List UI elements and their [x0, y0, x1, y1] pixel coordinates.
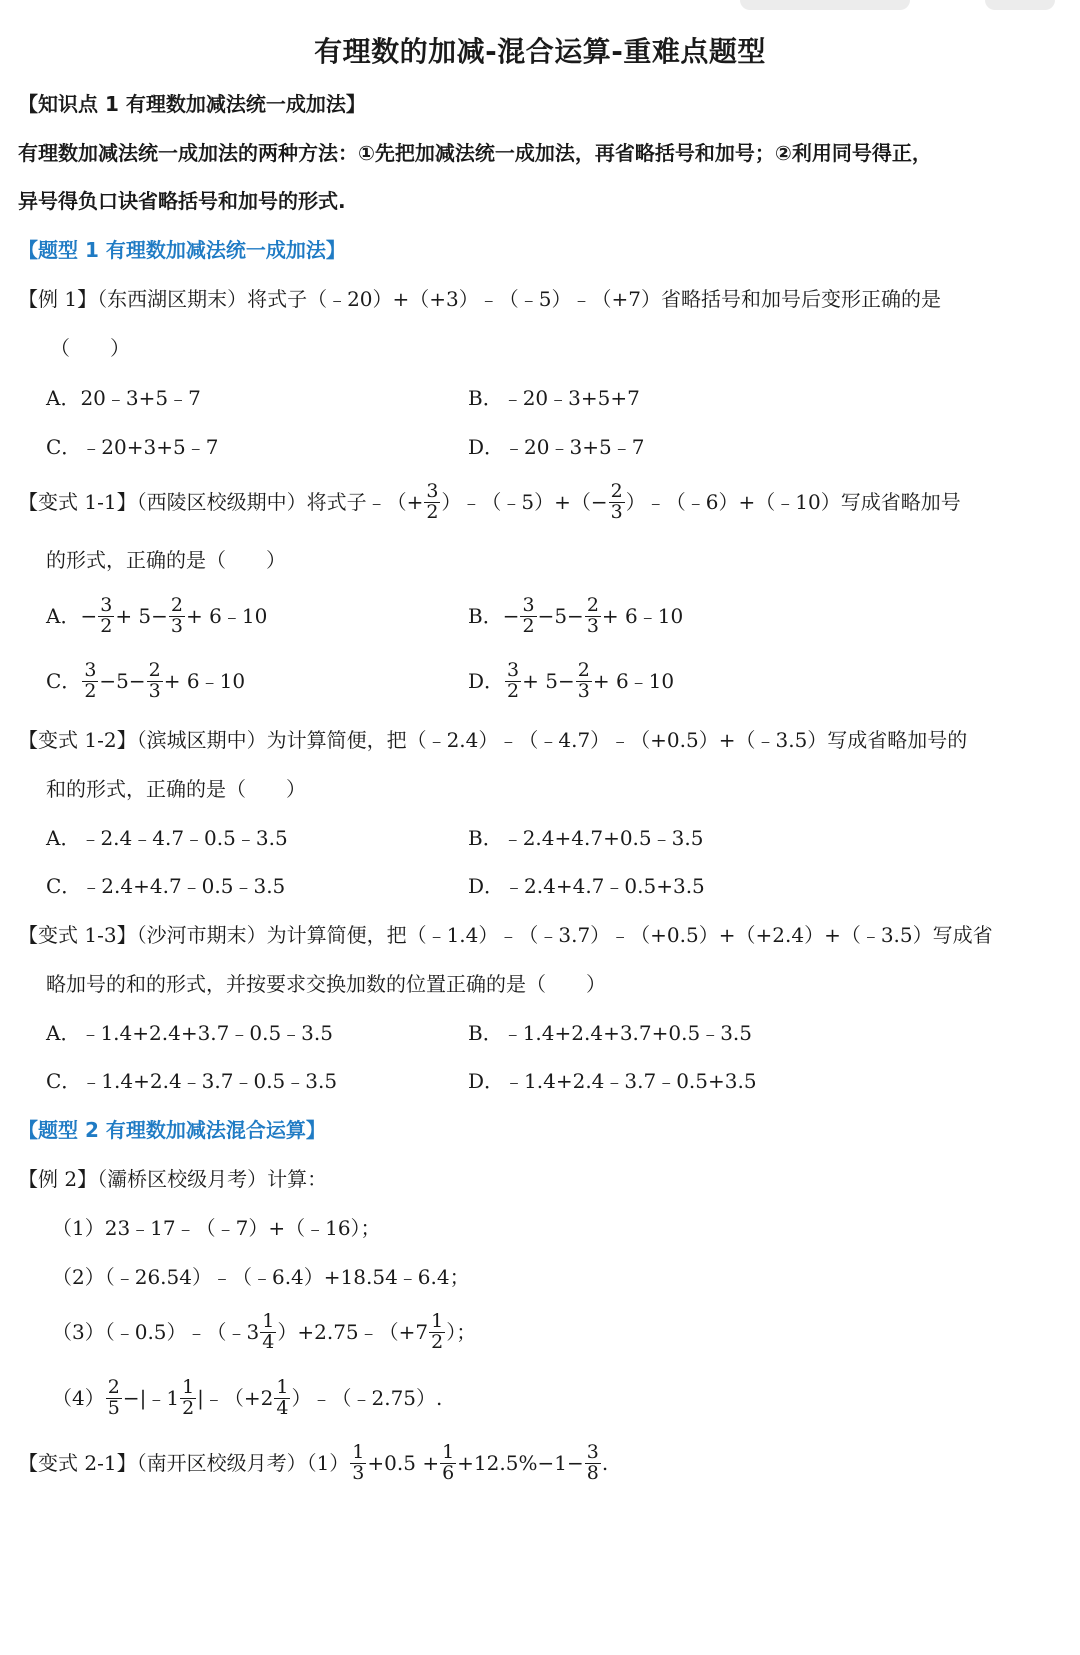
variant-1-1-option-a: A．− $\frac{3}{2}$ + 5− $\frac{2}{3}$ + 6﹣10 — [46, 594, 268, 637]
example-1-answer-paren: （ ） — [50, 336, 130, 360]
question-type-1-heading: 【题型 1 有理数加减法统一成加法】 — [18, 238, 346, 262]
example-1-option-b: B．﹣20﹣3+5+7 — [468, 386, 640, 410]
example-2-question-1: （1）23﹣17﹣（﹣7）+（﹣16）； — [52, 1216, 381, 1240]
variant-1-1-line-2: 的形式，正确的是（ ） — [46, 548, 286, 572]
variant-1-3-option-d: D．﹣1.4+2.4﹣3.7﹣0.5+3.5 — [468, 1069, 757, 1093]
variant-1-1-stem — [18, 482, 961, 523]
example-1-option-c: C．﹣20+3+5﹣7 — [46, 435, 219, 459]
variant-1-3-option-b: B．﹣1.4+2.4+3.7+0.5﹣3.5 — [468, 1021, 753, 1045]
fraction-one-quarter: $\frac{1}{4}$ — [262, 1310, 275, 1353]
question-type-2-heading: 【题型 2 有理数加减法混合运算】 — [18, 1118, 326, 1142]
variant-2-1-stem: 【变式 2-1】（南开区校级月考）（1） $\frac{1}{3}$ +0.5 + $\frac{1}{6}$ +12.5%−1− $\frac{3}{8}$ . — [18, 1441, 609, 1484]
top-decoration-right — [985, 0, 1055, 10]
variant-1-1-stem-part-2: ）﹣（﹣5）+（− — [441, 490, 608, 515]
variant-1-2-option-d: D．﹣2.4+4.7﹣0.5+3.5 — [468, 874, 705, 898]
fraction-three-halves: $\frac{3}{2}$ — [426, 480, 439, 523]
variant-1-3-option-c: C．﹣1.4+2.4﹣3.7﹣0.5﹣3.5 — [46, 1069, 338, 1093]
variant-1-2-line-2: 和的形式，正确的是（ ） — [46, 777, 306, 801]
variant-1-2-option-a: A．﹣2.4﹣4.7﹣0.5﹣3.5 — [46, 826, 288, 850]
knowledge-point-1-heading: 【知识点 1 有理数加减法统一成加法】 — [18, 92, 366, 116]
example-2-stem: 【例 2】（灞桥区校级月考）计算： — [18, 1167, 328, 1191]
example-2-question-4: （4） $\frac{2}{5}$ −|﹣1 $\frac{1}{2}$ |﹣（+2 $\frac{1}{4}$ ）﹣（﹣2.75）. — [52, 1376, 443, 1419]
variant-1-1-option-c: C． $\frac{3}{2}$ −5− $\frac{2}{3}$ + 6﹣10 — [46, 659, 246, 702]
example-1-option-a: A．20﹣3+5﹣7 — [46, 386, 201, 410]
variant-1-3-option-a: A．﹣1.4+2.4+3.7﹣0.5﹣3.5 — [46, 1021, 333, 1045]
knowledge-point-1-line-2: 异号得负口诀省略括号和加号的形式. — [18, 189, 346, 213]
top-decoration-left — [740, 0, 910, 10]
variant-1-1-option-d: D． $\frac{3}{2}$ + 5− $\frac{2}{3}$ + 6﹣10 — [468, 659, 675, 702]
example-1-stem: 【例 1】（东西湖区期末）将式子（﹣20）+（+3）﹣（﹣5）﹣（+7）省略括号和加号后变形正确的是 — [18, 287, 941, 311]
example-2-question-2: （2）（﹣26.54）﹣（﹣6.4）+18.54﹣6.4； — [52, 1265, 470, 1289]
example-1-option-d: D．﹣20﹣3+5﹣7 — [468, 435, 645, 459]
page-title: 有理数的加减-混合运算-重难点题型 — [314, 35, 766, 68]
variant-1-1-stem-part-3: ）﹣（﹣6）+（﹣10）写成省略加号 — [625, 490, 961, 515]
variant-1-3-stem: 【变式 1-3】（沙河市期末）为计算简便，把（﹣1.4）﹣（﹣3.7）﹣（+0.5）+（+2.4）+（﹣3.5）写成省 — [18, 923, 993, 947]
variant-1-2-stem: 【变式 1-2】（滨城区期中）为计算简便，把（﹣2.4）﹣（﹣4.7）﹣（+0.5）+（﹣3.5）写成省略加号的 — [18, 728, 968, 752]
fraction-one-sixth: $\frac{1}{6}$ — [442, 1441, 455, 1484]
fraction-three-eighths: $\frac{3}{8}$ — [586, 1441, 599, 1484]
fraction-two-thirds: $\frac{2}{3}$ — [610, 480, 623, 523]
variant-1-1-stem-part-1: 【变式 1-1】（西陵区校级期中）将式子﹣（+ — [18, 490, 424, 515]
variant-1-2-option-b: B．﹣2.4+4.7+0.5﹣3.5 — [468, 826, 704, 850]
variant-1-3-line-2: 略加号的和的形式，并按要求交换加数的位置正确的是（ ） — [46, 972, 606, 996]
fraction-two-fifths: $\frac{2}{5}$ — [107, 1376, 120, 1419]
variant-1-1-option-b: B．− $\frac{3}{2}$ −5− $\frac{2}{3}$ + 6﹣10 — [468, 594, 684, 637]
fraction-one-half: $\frac{1}{2}$ — [431, 1310, 444, 1353]
fraction-one-third: $\frac{1}{3}$ — [352, 1441, 365, 1484]
example-2-question-3: （3）（﹣0.5）﹣（﹣3 $\frac{1}{4}$ ）+2.75﹣（+7 $\frac{1}{2}$ ）； — [52, 1310, 477, 1353]
variant-1-2-option-c: C．﹣2.4+4.7﹣0.5﹣3.5 — [46, 874, 286, 898]
knowledge-point-1-line-1: 有理数加减法统一成加法的两种方法：①先把加减法统一成加法，再省略括号和加号；②利用同号得正， — [18, 141, 932, 165]
